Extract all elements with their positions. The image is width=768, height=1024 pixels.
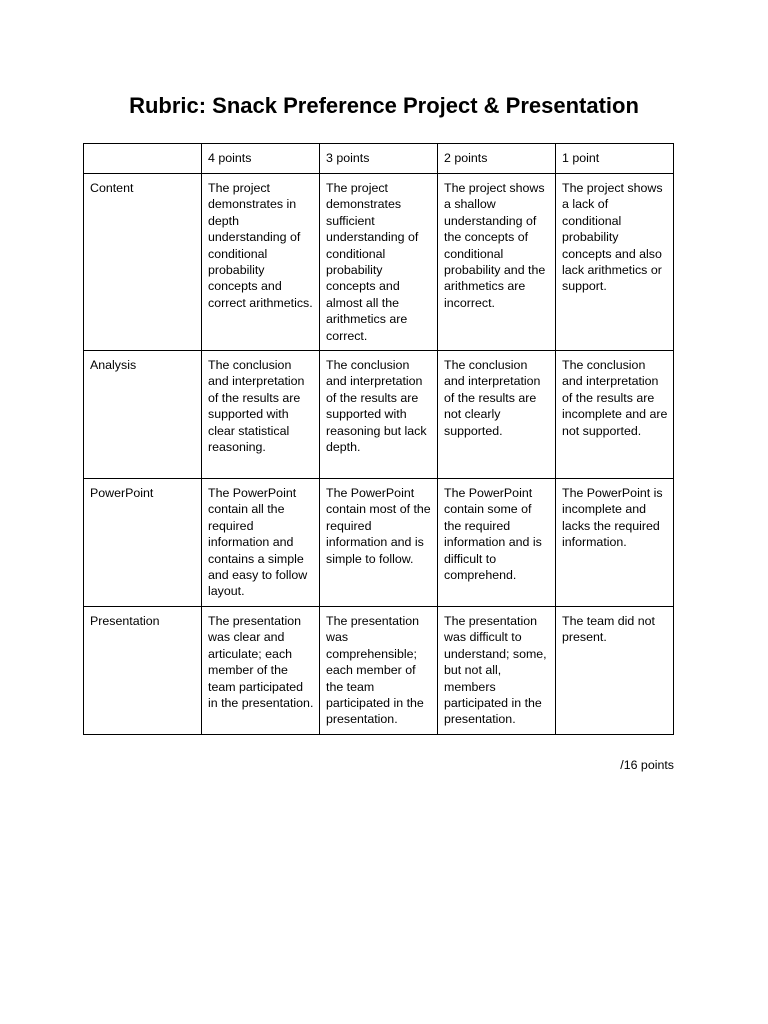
rubric-header-row (84, 144, 674, 174)
criterion-label: Content (84, 174, 202, 351)
criterion-label: Presentation (84, 607, 202, 735)
rubric-cell-1: The conclusion and interpretation of the results are incomplete and are not supported. (556, 351, 674, 479)
rubric-cell-1: The PowerPoint is incomplete and lacks the required information. (556, 479, 674, 607)
criterion-label: PowerPoint (84, 479, 202, 607)
rubric-cell-2: The PowerPoint contain some of the required information and is difficult to comprehend. (438, 479, 556, 607)
criterion-label: Analysis (84, 351, 202, 479)
rubric-cell-2: The project shows a shallow understanding of the concepts of conditional probability and the arithmetics are incorrect. (438, 174, 556, 351)
header-3-points: 3 points (320, 144, 438, 174)
rubric-cell-4: The presentation was clear and articulate; each member of the team participated in the presentation. (202, 607, 320, 735)
rubric-cell-4: The PowerPoint contain all the required information and contains a simple and easy to follow layout. (202, 479, 320, 607)
rubric-cell-2: The conclusion and interpretation of the results are not clearly supported. (438, 351, 556, 479)
header-1-point: 1 point (556, 144, 674, 174)
rubric-cell-1: The project shows a lack of conditional probability concepts and also lack arithmetics or support. (556, 174, 674, 351)
rubric-cell-1: The team did not present. (556, 607, 674, 735)
rubric-row-content (84, 174, 674, 351)
rubric-cell-4: The conclusion and interpretation of the results are supported with clear statistical reasoning. (202, 351, 320, 479)
rubric-table (83, 143, 674, 735)
rubric-row-presentation (84, 607, 674, 735)
header-corner-cell (84, 144, 202, 174)
rubric-cell-3: The PowerPoint contain most of the required information and is simple to follow. (320, 479, 438, 607)
rubric-cell-2: The presentation was difficult to understand; some, but not all, members participated in the presentation. (438, 607, 556, 735)
rubric-row-powerpoint (84, 479, 674, 607)
header-2-points: 2 points (438, 144, 556, 174)
total-points: /16 points (620, 758, 674, 772)
rubric-cell-3: The project demonstrates sufficient understanding of conditional probability concepts and almost all the arithmetics are correct. (320, 174, 438, 351)
rubric-row-analysis (84, 351, 674, 479)
document-title: Rubric: Snack Preference Project & Presentation (129, 93, 639, 118)
rubric-cell-4: The project demonstrates in depth understanding of conditional probability concepts and correct arithmetics. (202, 174, 320, 351)
rubric-cell-3: The conclusion and interpretation of the results are supported with reasoning but lack depth. (320, 351, 438, 479)
rubric-cell-3: The presentation was comprehensible; each member of the team participated in the presentation. (320, 607, 438, 735)
header-4-points: 4 points (202, 144, 320, 174)
